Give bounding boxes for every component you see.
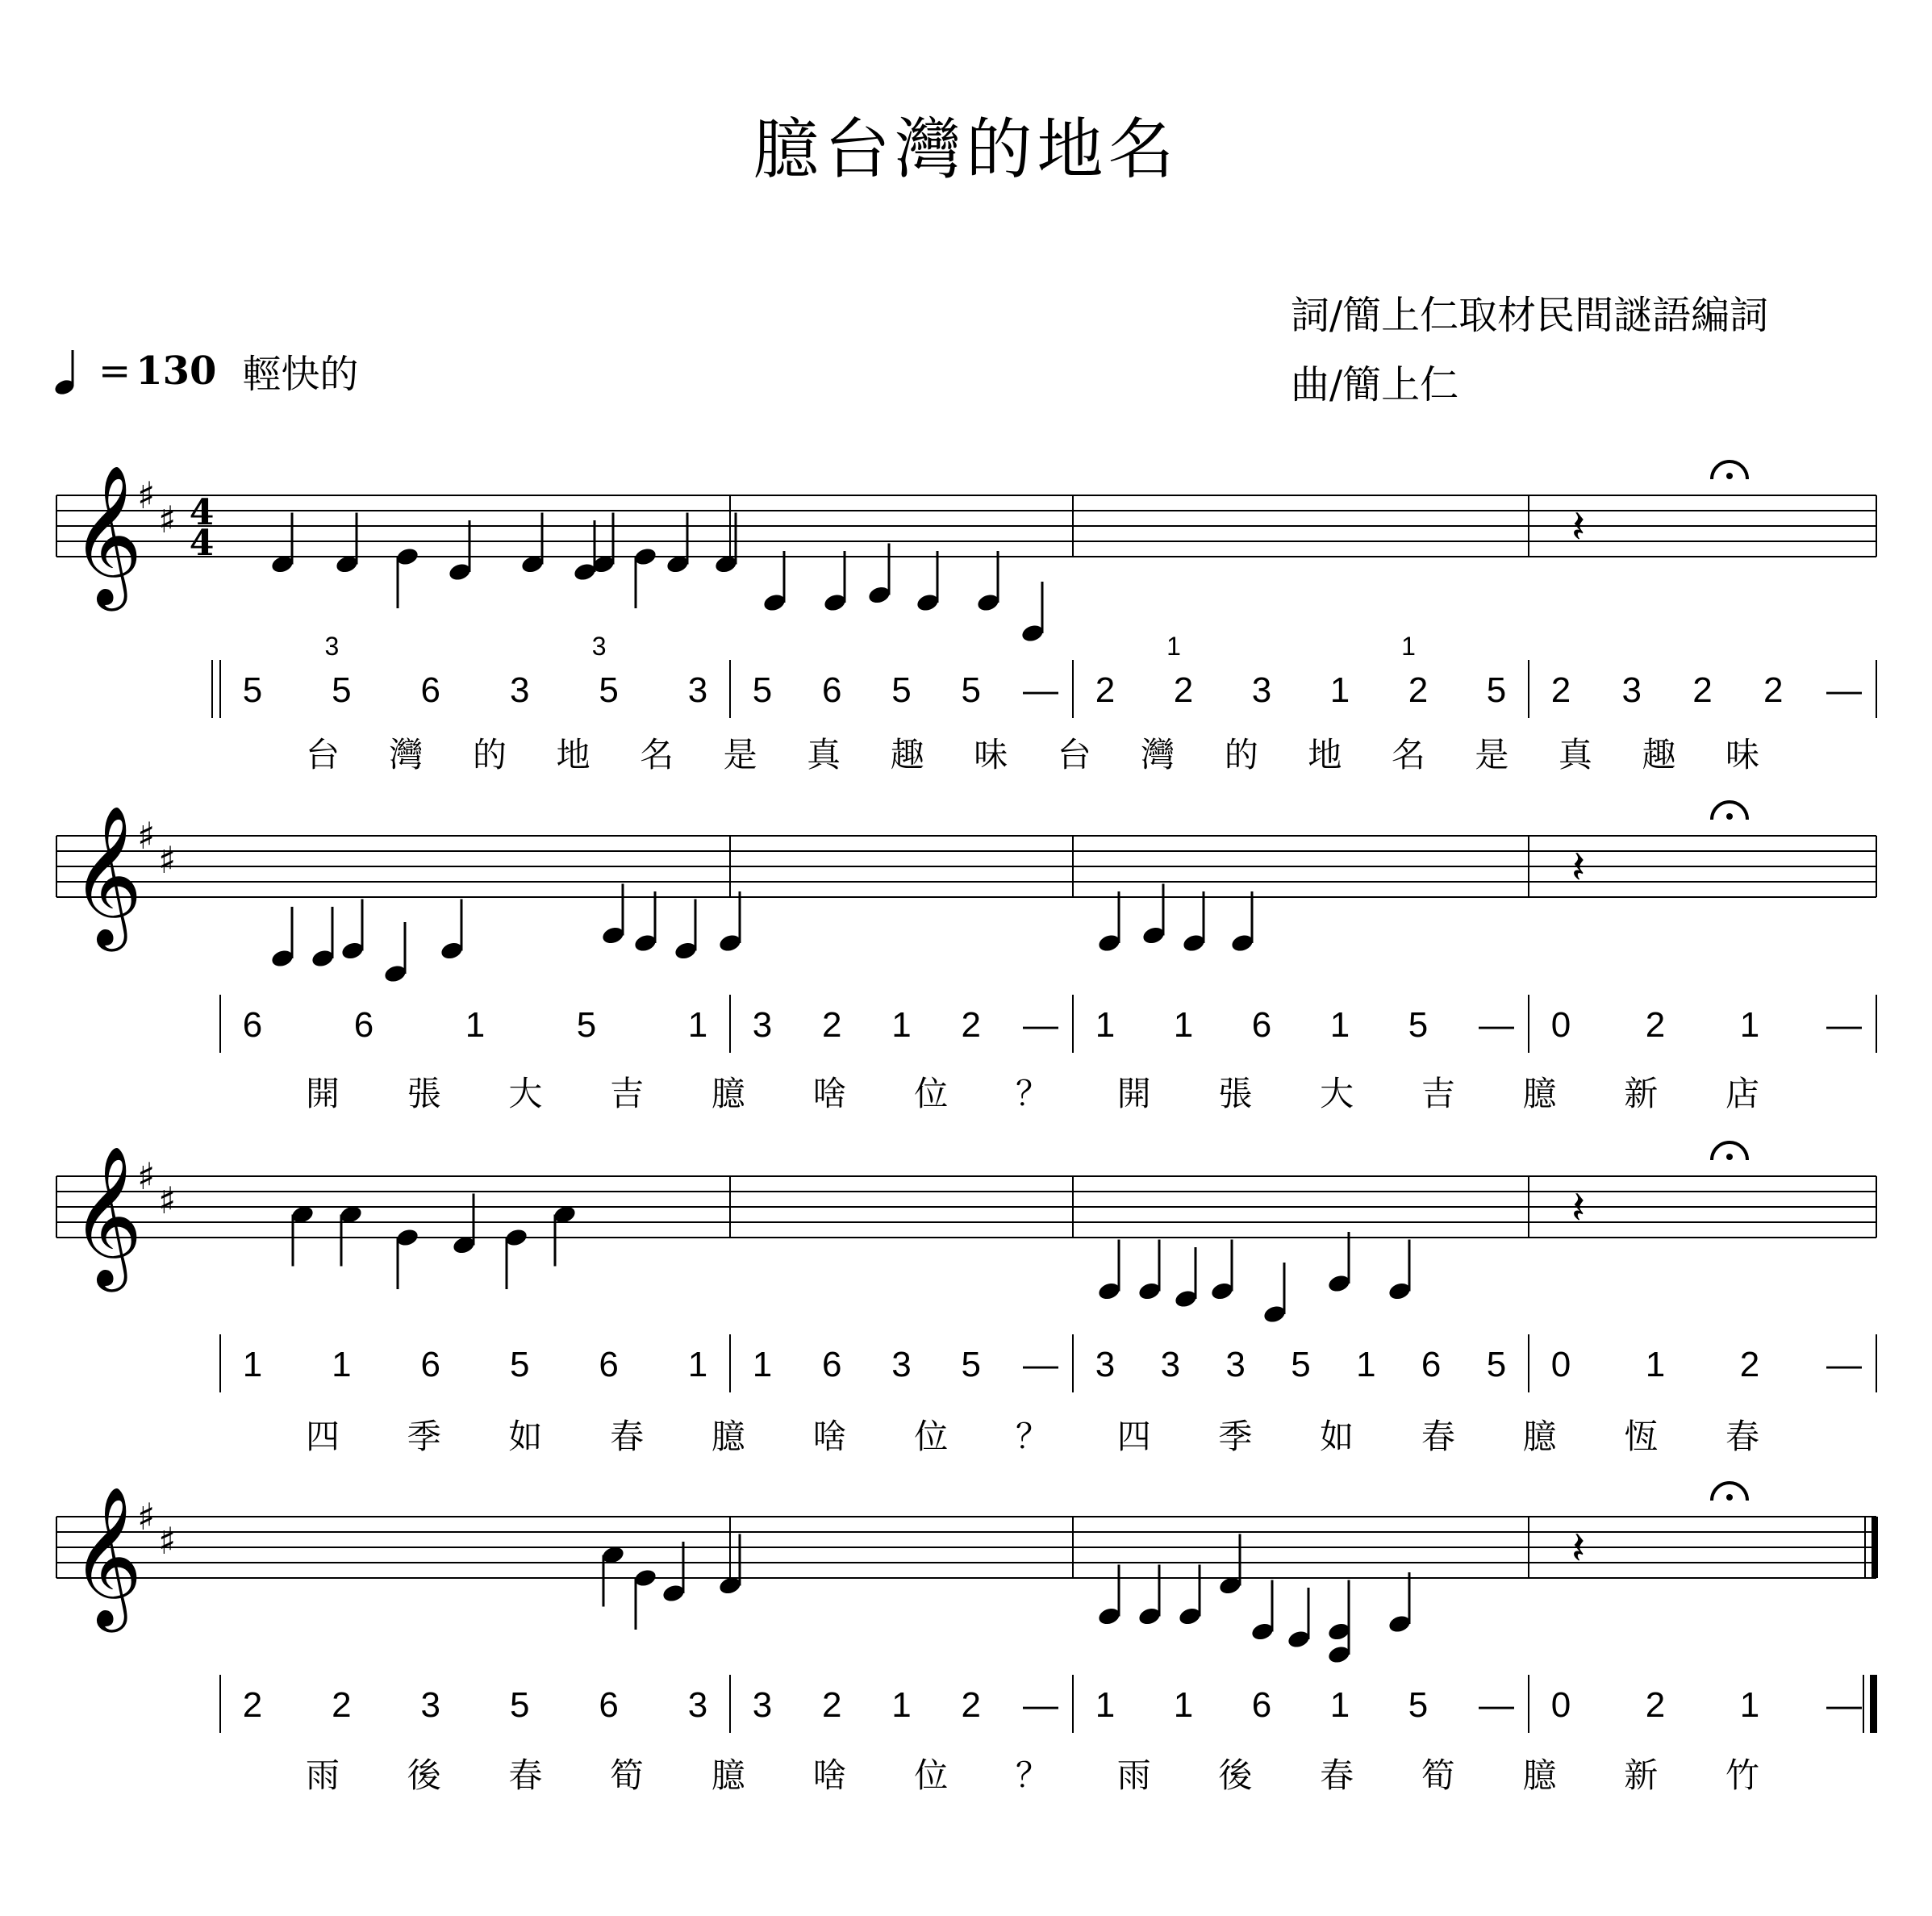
numbered-note: 1 (242, 1345, 263, 1384)
grace-note-number: 3 (324, 632, 340, 661)
lyric-char: ？ (1015, 1755, 1050, 1795)
numbered-note: 6 (822, 670, 842, 710)
lyric-char: 地 (1308, 735, 1342, 774)
lyric-char: 灣 (389, 735, 424, 774)
lyric-char: 筍 (610, 1755, 645, 1795)
tempo-equals: = (98, 348, 131, 394)
lyric-char: 灣 (1141, 735, 1175, 774)
sharp-icon: ♯ (158, 498, 177, 541)
numbered-note: 3 (1160, 1345, 1181, 1384)
numbered-note: — (1479, 1005, 1514, 1045)
lyric-char: 臆 (1522, 1755, 1557, 1795)
lyric-char: 臆 (711, 1074, 745, 1113)
lyric-char: 春 (508, 1755, 543, 1795)
numbered-note: 1 (1645, 1345, 1666, 1384)
numbered-note: 3 (1225, 1345, 1246, 1384)
numbered-note: 2 (1550, 670, 1571, 710)
lyric-char: 的 (1224, 735, 1258, 774)
lyric-char: 的 (473, 735, 507, 774)
lyric-char: 開 (1116, 1074, 1151, 1113)
grace-note-number: 1 (1401, 632, 1416, 661)
numbered-note: — (1826, 1685, 1862, 1725)
numbered-note: 3 (1251, 670, 1272, 710)
lyric-char: 四 (1116, 1417, 1151, 1456)
numbered-note: 5 (752, 670, 773, 710)
lyric-char: 真 (1558, 735, 1592, 774)
lyric-char: 啥 (812, 1755, 847, 1795)
numbered-note: 3 (687, 670, 708, 710)
fermata-dot (1726, 1154, 1733, 1160)
lyric-char: 如 (1320, 1417, 1354, 1456)
numbered-note: 1 (1739, 1005, 1760, 1045)
numbered-note: 5 (576, 1005, 597, 1045)
numbered-note: 5 (1291, 1345, 1311, 1384)
numbered-note: 3 (509, 670, 530, 710)
numbered-note: — (1023, 1345, 1058, 1384)
numbered-note: 5 (1486, 1345, 1507, 1384)
song-title: 臆台灣的地名 (753, 111, 1179, 188)
numbered-note: 2 (822, 1685, 842, 1725)
lyric-char: 吉 (1421, 1074, 1455, 1113)
lyric-char: 季 (407, 1417, 441, 1456)
grace-note-number: 3 (591, 632, 607, 661)
numbered-note: 5 (1486, 670, 1507, 710)
numbered-note: 6 (1421, 1345, 1442, 1384)
numbered-note: 1 (752, 1345, 773, 1384)
numbered-note: 3 (752, 1685, 773, 1725)
numbered-note: 3 (687, 1685, 708, 1725)
tempo-text: 輕快的 (242, 352, 359, 397)
numbered-note: 2 (961, 1685, 981, 1725)
sharp-icon: ♯ (137, 1495, 156, 1538)
lyric-char: 張 (1218, 1074, 1253, 1113)
numbered-note: 1 (1329, 1685, 1350, 1725)
numbered-note: 1 (465, 1005, 486, 1045)
lyric-char: 位 (914, 1417, 949, 1456)
fermata-dot (1726, 813, 1733, 820)
numbered-note: 2 (1095, 670, 1116, 710)
numbered-note: 0 (1550, 1345, 1571, 1384)
lyric-char: 季 (1218, 1417, 1253, 1456)
lyric-char: 春 (1421, 1417, 1455, 1456)
sharp-icon: ♯ (137, 814, 156, 858)
numbered-note: 5 (891, 670, 912, 710)
lyric-char: 春 (1320, 1755, 1354, 1795)
numbered-note: — (1826, 1345, 1862, 1384)
lyric-char: 雨 (305, 1755, 340, 1795)
lyric-char: 台 (305, 735, 340, 774)
quarter-rest-icon: 𝄽 (1571, 1182, 1586, 1234)
numbered-note: 6 (420, 670, 441, 710)
lyric-char: 台 (1057, 735, 1091, 774)
numbered-note: 2 (242, 1685, 263, 1725)
quarter-rest-icon: 𝄽 (1571, 841, 1586, 894)
lyricist-credit: 詞/簡上仁取材民間謎語編詞 (1291, 293, 1769, 338)
sharp-icon: ♯ (158, 838, 177, 882)
numbered-note: 1 (1329, 670, 1350, 710)
numbered-note: 2 (961, 1005, 981, 1045)
sharp-icon: ♯ (137, 1154, 156, 1198)
lyric-char: 味 (974, 735, 1008, 774)
lyric-char: 恆 (1624, 1417, 1659, 1456)
lyric-char: 春 (1725, 1417, 1760, 1456)
numbered-note: 1 (891, 1005, 912, 1045)
lyric-char: ？ (1015, 1417, 1050, 1456)
numbered-note: 1 (687, 1345, 708, 1384)
time-signature-top: 4 (189, 492, 215, 533)
numbered-note: 6 (242, 1005, 263, 1045)
numbered-note: 5 (1408, 1005, 1429, 1045)
numbered-final-barline-thick (1870, 1675, 1877, 1733)
lyric-char: 名 (640, 735, 674, 774)
fermata-dot (1726, 473, 1733, 479)
numbered-note: 5 (961, 670, 981, 710)
lyric-char: 是 (723, 735, 757, 774)
numbered-note: 5 (509, 1685, 530, 1725)
numbered-note: 6 (1251, 1005, 1272, 1045)
lyric-char: 啥 (812, 1074, 847, 1113)
numbered-note: 3 (752, 1005, 773, 1045)
lyric-char: 位 (914, 1755, 949, 1795)
numbered-note: 2 (1692, 670, 1713, 710)
lyric-char: 趣 (1642, 735, 1676, 774)
quarter-rest-icon: 𝄽 (1571, 1522, 1586, 1575)
numbered-note: 2 (1763, 670, 1784, 710)
numbered-note: 1 (1329, 1005, 1350, 1045)
numbered-note: 5 (961, 1345, 981, 1384)
numbered-note: — (1023, 670, 1058, 710)
numbered-note: 1 (1173, 1685, 1194, 1725)
tempo-bpm: 130 (136, 348, 217, 394)
treble-clef-icon: 𝄞 (71, 1486, 143, 1626)
numbered-note: — (1479, 1685, 1514, 1725)
numbered-note: 6 (420, 1345, 441, 1384)
lyric-char: 地 (556, 735, 590, 774)
numbered-note: 6 (599, 1345, 619, 1384)
lyric-char: 大 (1320, 1074, 1354, 1113)
lyric-char: 新 (1624, 1755, 1659, 1795)
numbered-note: 2 (1408, 670, 1429, 710)
lyric-char: 雨 (1116, 1755, 1151, 1795)
composer-credit: 曲/簡上仁 (1291, 362, 1459, 407)
lyric-char: 趣 (890, 735, 924, 774)
lyric-char: 臆 (1522, 1417, 1557, 1456)
numbered-note: 2 (332, 1685, 352, 1725)
numbered-note: 1 (1095, 1005, 1116, 1045)
quarter-rest-icon: 𝄽 (1571, 501, 1586, 553)
treble-clef-icon: 𝄞 (71, 805, 143, 945)
lyric-char: 味 (1725, 735, 1760, 774)
numbered-note: — (1023, 1005, 1058, 1045)
numbered-note: 1 (1356, 1345, 1376, 1384)
lyric-char: 吉 (610, 1074, 645, 1113)
lyric-char: 張 (407, 1074, 441, 1113)
numbered-note: 6 (822, 1345, 842, 1384)
lyric-char: 是 (1475, 735, 1509, 774)
numbered-note: 6 (1251, 1685, 1272, 1725)
numbered-note: 2 (1645, 1005, 1666, 1045)
lyric-char: 位 (914, 1074, 949, 1113)
fermata-dot (1726, 1494, 1733, 1501)
grace-note-number: 1 (1166, 632, 1181, 661)
final-barline-thick (1871, 1517, 1878, 1578)
numbered-note: 1 (332, 1345, 352, 1384)
numbered-note: 5 (1408, 1685, 1429, 1725)
lyric-char: 臆 (711, 1755, 745, 1795)
lyric-char: 店 (1725, 1074, 1760, 1113)
lyric-char: 竹 (1725, 1755, 1760, 1795)
numbered-note: 6 (599, 1685, 619, 1725)
numbered-note: 3 (420, 1685, 441, 1725)
numbered-note: 2 (822, 1005, 842, 1045)
time-signature-bottom: 4 (189, 523, 215, 564)
numbered-note: 6 (353, 1005, 374, 1045)
numbered-note: 0 (1550, 1685, 1571, 1725)
numbered-note: 1 (1095, 1685, 1116, 1725)
lyric-char: 真 (807, 735, 841, 774)
numbered-note: 2 (1173, 670, 1194, 710)
numbered-note: 2 (1645, 1685, 1666, 1725)
numbered-note: — (1023, 1685, 1058, 1725)
lyric-char: 大 (508, 1074, 543, 1113)
lyric-char: 名 (1391, 735, 1425, 774)
numbered-note: 1 (891, 1685, 912, 1725)
numbered-note: 3 (891, 1345, 912, 1384)
lyric-char: 春 (610, 1417, 645, 1456)
numbered-note: 5 (599, 670, 619, 710)
numbered-note: — (1826, 670, 1862, 710)
lyric-char: 啥 (812, 1417, 847, 1456)
numbered-note: — (1826, 1005, 1862, 1045)
numbered-note: 1 (1173, 1005, 1194, 1045)
lyric-char: 後 (407, 1755, 441, 1795)
numbered-note: 2 (1739, 1345, 1760, 1384)
numbered-note: 3 (1621, 670, 1642, 710)
lyric-char: 臆 (1522, 1074, 1557, 1113)
numbered-note: 5 (332, 670, 352, 710)
numbered-note: 1 (1739, 1685, 1760, 1725)
lyric-char: 筍 (1421, 1755, 1455, 1795)
numbered-note: 5 (242, 670, 263, 710)
numbered-note: 3 (1095, 1345, 1116, 1384)
sharp-icon: ♯ (158, 1179, 177, 1222)
lyric-char: 如 (508, 1417, 543, 1456)
lyric-char: 後 (1218, 1755, 1253, 1795)
lyric-char: 臆 (711, 1417, 745, 1456)
lyric-char: 四 (305, 1417, 340, 1456)
lyric-char: ？ (1015, 1074, 1050, 1113)
treble-clef-icon: 𝄞 (71, 465, 143, 605)
lyric-char: 開 (305, 1074, 340, 1113)
numbered-note: 5 (509, 1345, 530, 1384)
treble-clef-icon: 𝄞 (71, 1146, 143, 1286)
lyric-char: 新 (1624, 1074, 1659, 1113)
sharp-icon: ♯ (137, 474, 156, 517)
numbered-note: 1 (687, 1005, 708, 1045)
numbered-note: 0 (1550, 1005, 1571, 1045)
sharp-icon: ♯ (158, 1519, 177, 1563)
